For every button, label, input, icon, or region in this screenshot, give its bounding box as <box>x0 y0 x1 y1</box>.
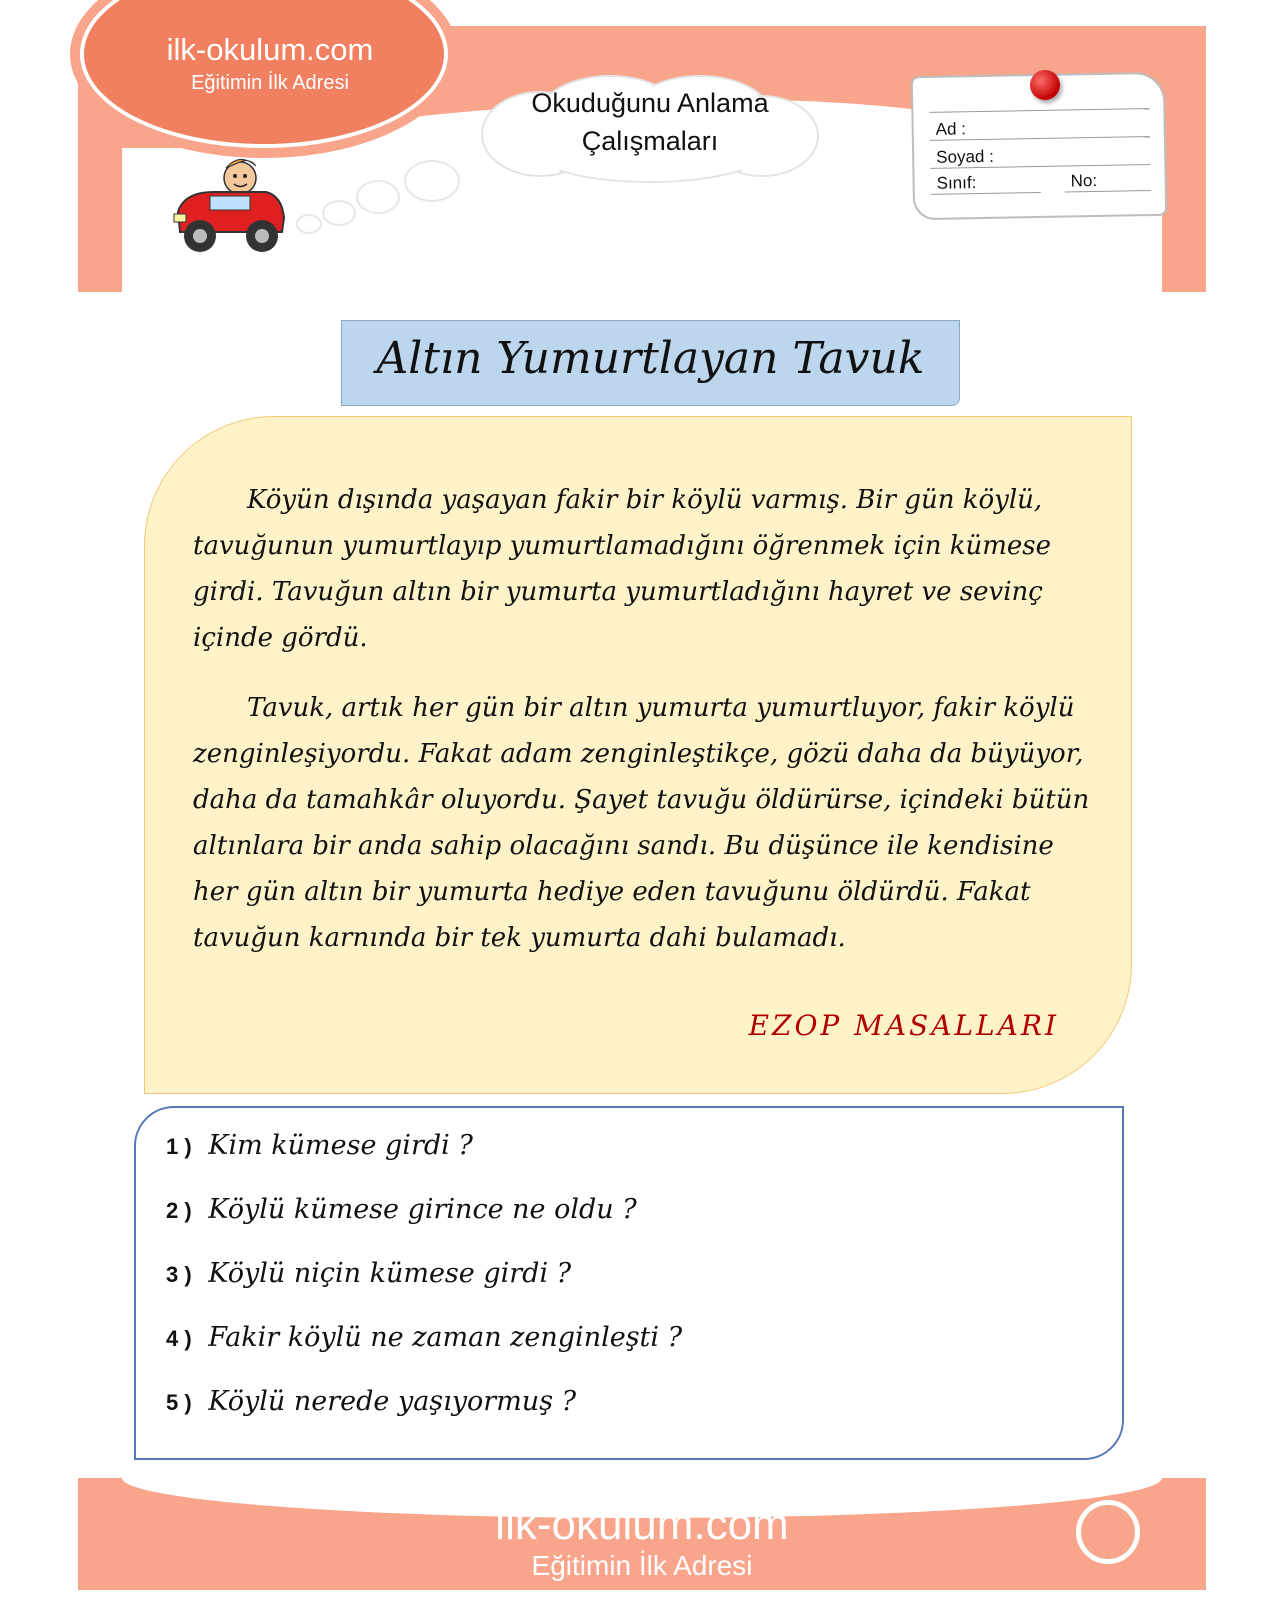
question-text: Kim kümese girdi ? <box>208 1130 473 1161</box>
thought-puff <box>356 180 400 214</box>
story-paragraph-1: Köyün dışında yaşayan fakir bir köylü varmış. Bir gün köylü, tavuğunun yumurtlayıp yumurtlamadığını öğrenmek için kümese girdi. Tavuğun altın bir yumurta yumurtladığını hayret ve sevinç içinde gördü. <box>193 485 1052 653</box>
thought-puff <box>322 200 356 226</box>
title-cloud <box>480 74 820 184</box>
question-number: 5 ) <box>166 1390 192 1415</box>
question-text: Köylü kümese girince ne oldu ? <box>208 1194 637 1225</box>
question-item <box>166 1130 1066 1180</box>
thought-puff <box>296 214 322 234</box>
footer-site-name: ilk-okulum.com <box>495 1500 789 1549</box>
logo-site-name: ilk-okulum.com <box>166 32 374 67</box>
question-text: Köylü nerede yaşıyormuş ? <box>208 1386 577 1417</box>
question-number: 3 ) <box>166 1262 192 1287</box>
question-item <box>166 1386 1066 1436</box>
surname-label: Soyad : <box>936 146 994 167</box>
story-box <box>144 416 1132 1094</box>
story-paragraph-2: Tavuk, artık her gün bir altın yumurta yumurtluyor, fakir köylü zenginleşiyordu. Fakat adam zenginleştikçe, gözü daha da büyüyor, daha da tamahkâr oluyordu. Şayet tavuğu öldürürse, içindeki bütün altınlara bir anda sahip olacağını sandı. Bu düşünce ile kendisine her gün altın bir yumurta hediye eden tavuğunu öldürdü. Fakat tavuğun karnında bir tek yumurta dahi bulamadı. <box>193 693 1090 953</box>
card-line <box>1065 190 1151 193</box>
pushpin-icon <box>1030 70 1060 100</box>
question-item <box>166 1194 1066 1244</box>
worksheet-title-line2: Çalışmaları <box>581 126 719 156</box>
question-item <box>166 1322 1066 1372</box>
question-number: 4 ) <box>166 1326 192 1351</box>
thought-puff <box>404 160 460 202</box>
story-title: Altın Yumurtlayan Tavuk <box>376 333 925 384</box>
footer-slogan: Eğitimin İlk Adresi <box>531 1550 753 1581</box>
worksheet-title-line1: Okuduğunu Anlama <box>531 88 769 118</box>
ring-icon <box>1076 1500 1140 1564</box>
car-illustration <box>170 148 290 264</box>
number-label: No: <box>1070 170 1098 191</box>
class-label: Sınıf: <box>936 173 977 193</box>
questions-box <box>134 1106 1124 1460</box>
question-text: Köylü niçin kümese girdi ? <box>208 1258 572 1289</box>
story-source: EZOP MASALLARI <box>748 1009 1059 1042</box>
question-text: Fakir köylü ne zaman zenginleşti ? <box>208 1322 683 1353</box>
name-label: Ad : <box>935 119 967 139</box>
question-number: 2 ) <box>166 1198 192 1223</box>
card-line <box>929 108 1149 113</box>
question-item <box>166 1258 1066 1308</box>
story-title-box <box>341 320 960 406</box>
logo-slogan: Eğitimin İlk Adresi <box>191 72 349 94</box>
question-number: 1 ) <box>166 1134 192 1159</box>
